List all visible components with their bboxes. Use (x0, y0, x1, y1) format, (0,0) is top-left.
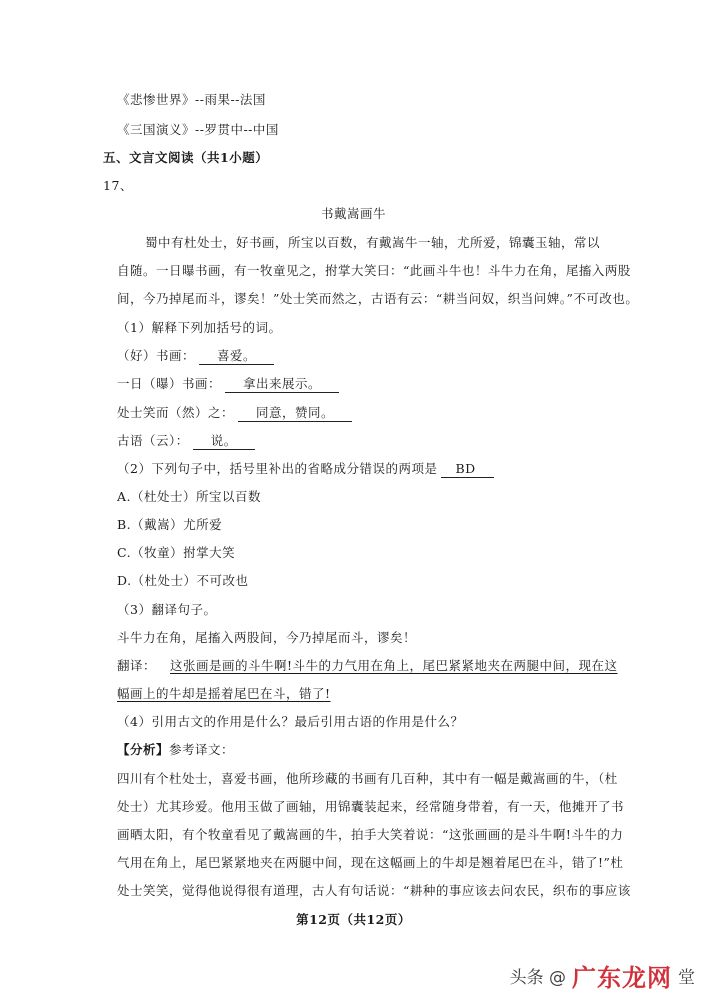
word-item-2 (117, 376, 339, 393)
section-heading: 五、文言文阅读（共1小题） (103, 150, 269, 165)
word-item-3 (117, 405, 352, 422)
answer-blank: 拿出来展示。 (225, 376, 339, 393)
book-line-1: 《悲惨世界》--雨果--法国 (117, 92, 266, 107)
subquestion-1: （1）解释下列加括号的词。 (117, 320, 282, 335)
subquestion-2-text: （2）下列句子中，括号里补出的省略成分错误的两项是 (117, 461, 438, 476)
watermark (510, 958, 695, 993)
analysis-line-2: 处士）尤其珍爱。他用玉做了画轴，用锦囊装起来，经常随身带着，有一天，他摊开了书 (117, 799, 625, 814)
translation-line-2: 幅画上的牛却是摇着尾巴在斗，错了! (117, 686, 331, 701)
page-footer: 第12页（共12页） (296, 912, 411, 927)
answer-blank: BD (441, 461, 493, 478)
question-number: 17、 (103, 178, 133, 193)
word-label: 一日（曝）书画： (117, 376, 222, 391)
analysis-line-4: 气用在角上，尾巴紧紧地夹在两腿中间，现在这幅画上的牛却是翘着尾巴在斗，错了!”杜 (117, 855, 624, 870)
word-item-1 (117, 348, 274, 365)
analysis-text: 参考译文： (169, 742, 235, 757)
word-label: 处士笑而（然）之： (117, 405, 235, 420)
subquestion-4: （4）引用古文的作用是什么？最后引用古语的作用是什么？ (117, 714, 464, 729)
analysis-tag: 【分析】 (117, 742, 170, 757)
analysis-line-5: 处士笑笑，觉得他说得很有道理，古人有句话说：“耕种的事应该去问农民，织布的事应该 (117, 883, 631, 898)
answer-blank: 同意，赞同。 (238, 405, 352, 422)
subquestion-2 (117, 461, 494, 478)
watermark-brand: 广东龙网 (572, 964, 672, 992)
word-item-4 (117, 433, 255, 450)
watermark-prefix: 头条 @ (509, 968, 566, 988)
translation-answer: 这张画是画的斗牛啊!斗牛的力气用在角上，尾巴紧紧地夹在两腿中间，现在这 (170, 658, 618, 673)
answer-blank: 喜爱。 (199, 348, 274, 365)
subquestion-3: （3）翻译句子。 (117, 602, 217, 617)
answer-blank: 说。 (193, 433, 255, 450)
passage-line-3: 间，今乃掉尾而斗，谬矣！”处士笑而然之，古语有云：“耕当问奴，织当问婢。”不可改也。 (117, 291, 639, 306)
option-a: A.（杜处士）所宝以百数 (117, 489, 262, 504)
word-label: 古语（云）： (117, 433, 189, 448)
analysis-line-1: 四川有个杜处士，喜爱书画，他所珍藏的书画有几百种，其中有一幅是戴嵩画的牛，（杜 (117, 771, 618, 786)
option-d: D.（杜处士）不可改也 (117, 573, 249, 588)
translation-line-1 (117, 658, 618, 674)
analysis-line-3: 画晒太阳，有个牧童看见了戴嵩画的牛，拍手大笑着说：“这张画画的是斗牛啊!斗牛的力 (117, 827, 624, 842)
analysis-heading (117, 742, 234, 758)
word-label: （好）书画： (117, 348, 196, 363)
passage-line-2: 自随。一日曝书画，有一牧童见之，拊掌大笑曰：“此画斗牛也！斗牛力在角，尾搐入两股 (117, 263, 631, 278)
watermark-suffix: 堂 (678, 968, 695, 988)
option-b: B.（戴嵩）尤所爱 (117, 517, 223, 532)
translation-label: 翻译： (117, 658, 157, 673)
translate-sentence: 斗牛力在角，尾搐入两股间，今乃掉尾而斗，谬矣！ (117, 630, 417, 645)
book-line-2: 《三国演义》--罗贯中--中国 (117, 122, 279, 137)
option-c: C.（牧童）拊掌大笑 (117, 545, 236, 560)
passage-title: 书戴嵩画牛 (320, 206, 386, 221)
passage-line-1: 蜀中有杜处士，好书画，所宝以百数，有戴嵩牛一轴，尤所爱，锦囊玉轴，常以 (145, 235, 601, 250)
